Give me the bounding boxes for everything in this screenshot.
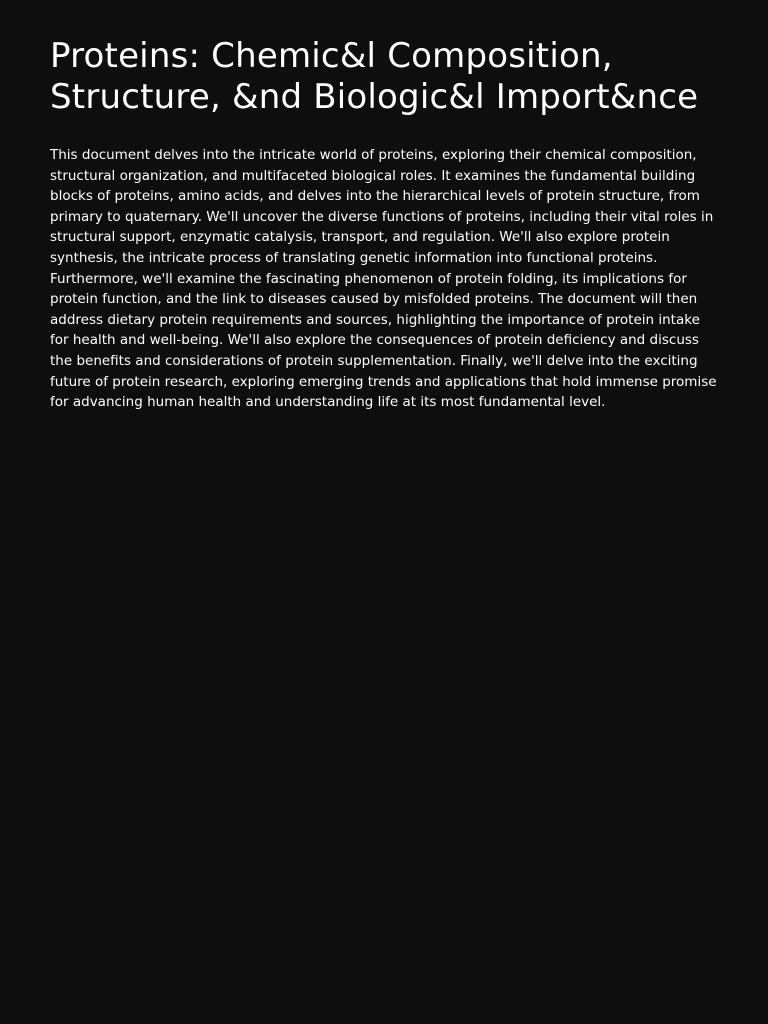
body-paragraph: This document delves into the intricate world of proteins, exploring their chemical composition, structural organization, and multifaceted biological roles. It examines the fundamental building blocks of proteins, amino acids, and delves into the hierarchical levels of protein structure, from primary to quaternary. We'll uncover the diverse functions of proteins, including their vital roles in structural support, enzymatic catalysis, transport, and regulation. We'll also explore protein synthesis, the intricate process of translating genetic information into functional proteins. Furthermore, we'll examine the fascinating phenomenon of protein folding, its implications for protein function, and the link to diseases caused by misfolded proteins. The document will then address dietary protein requirements and sources, highlighting the importance of protein intake for health and well-being. We'll also explore the consequences of protein deficiency and discuss the benefits and considerations of protein supplementation. Finally, we'll delve into the exciting future of protein research, exploring emerging trends and applications that hold immense promise for advancing human health and understanding life at its most fundamental level. bbox=[50, 147, 717, 411]
page-title: Proteins: Chemic&l Composition, Structure, &nd Biologic&l Import&nce bbox=[50, 36, 699, 117]
